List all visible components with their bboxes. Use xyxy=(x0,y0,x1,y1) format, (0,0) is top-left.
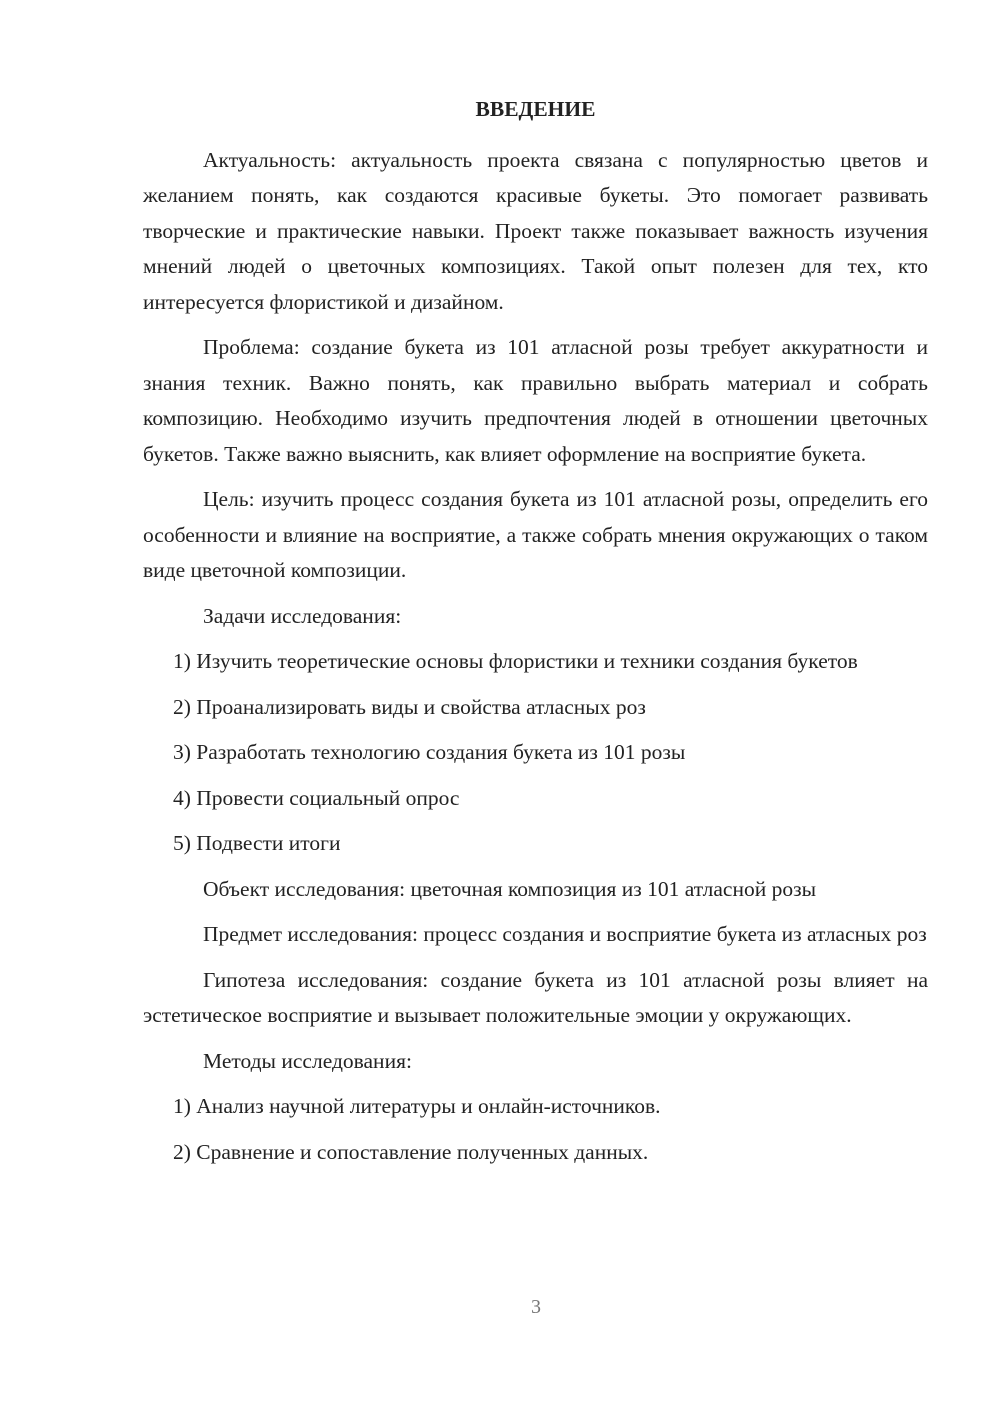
task-item-3: 3) Разработать технологию создания букета из 101 розы xyxy=(173,740,686,764)
tasks-heading: Задачи исследования: xyxy=(203,603,402,628)
task-item-5: 5) Подвести итоги xyxy=(173,831,341,855)
task-item-1: 1) Изучить теоретические основы флористики и техники создания букетов xyxy=(173,649,858,673)
goal-paragraph: Цель: изучить процесс создания букета из 101 атласной розы, определить его особенности и влияние на восприятие, а также собрать мнения окружающих о таком виде цветочной композиции. xyxy=(143,487,928,582)
relevance-paragraph: Актуальность: актуальность проекта связана с популярностью цветов и желанием понять, как создаются красивые букеты. Это помогает развивать творческие и практические навыки. Проект также показывает важность изучения мнений людей о цветочных композициях. Такой опыт полезен для тех, кто интересуется флористикой и дизайном. xyxy=(143,147,928,314)
section-title: ВВЕДЕНИЕ xyxy=(475,97,596,121)
page-number: 3 xyxy=(531,1296,541,1318)
object-paragraph: Объект исследования: цветочная композиция из 101 атласной розы xyxy=(203,876,817,901)
task-item-4: 4) Провести социальный опрос xyxy=(173,785,460,810)
method-item-1: 1) Анализ научной литературы и онлайн-источников. xyxy=(173,1094,661,1118)
hypothesis-paragraph: Гипотеза исследования: создание букета из 101 атласной розы влияет на эстетическое восприятие и вызывает положительные эмоции у окружающих. xyxy=(143,967,928,1027)
task-item-2: 2) Проанализировать виды и свойства атласных роз xyxy=(173,694,646,719)
problem-paragraph: Проблема: создание букета из 101 атласной розы требует аккуратности и знания техник. Важно понять, как правильно выбрать материал и собрать композицию. Необходимо изучить предпочтения людей в отношении цветочных букетов. Также важно выяснить, как влияет оформление на восприятие букета. xyxy=(143,335,928,466)
methods-heading: Методы исследования: xyxy=(203,1048,412,1073)
subject-paragraph: Предмет исследования: процесс создания и восприятие букета из атласных роз xyxy=(203,922,927,946)
page-content xyxy=(143,92,928,1180)
method-item-2: 2) Сравнение и сопоставление полученных данных. xyxy=(173,1139,649,1164)
